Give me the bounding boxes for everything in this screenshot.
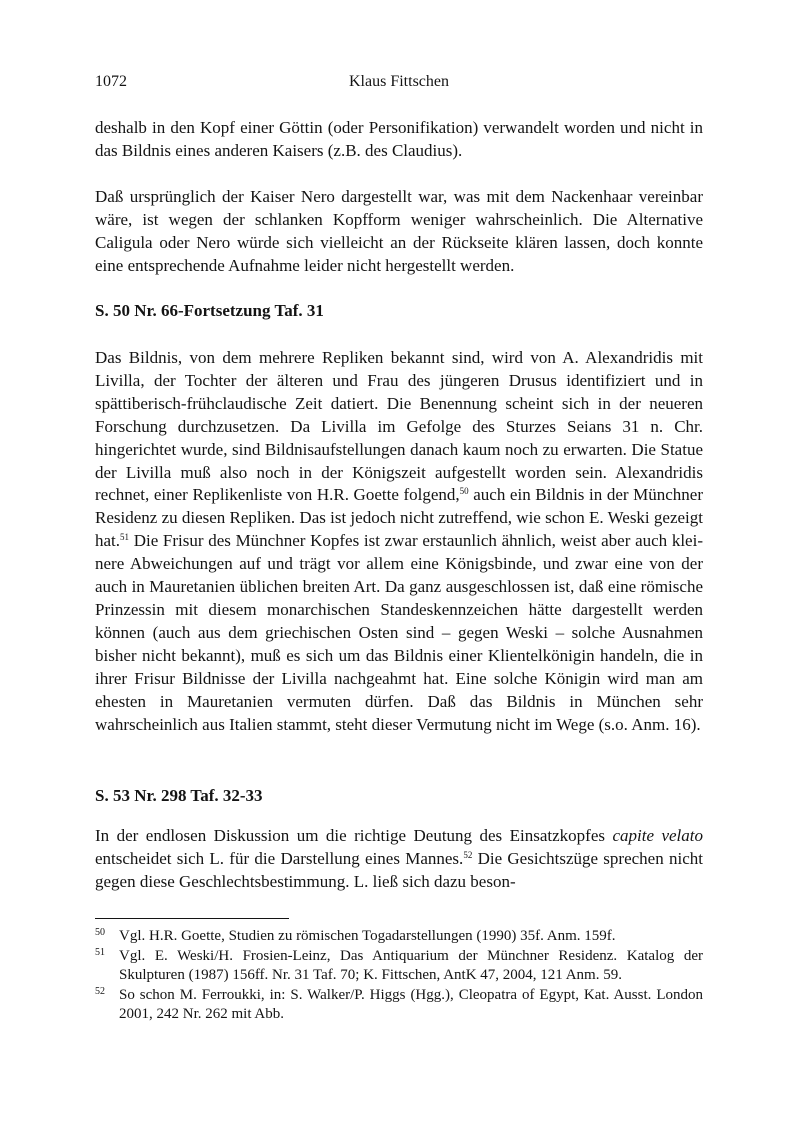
- footnote-text: Vgl. E. Weski/H. Frosien-Leinz, Das Antiquarium der Münchner Residenz. Katalog der Skulpturen (1987) 156ff. Nr. 31 Taf. 70; K. Fittschen, AntK 47, 2004, 121 Anm. 59.: [119, 947, 703, 983]
- footnote-52: [95, 986, 703, 1025]
- footnotes: [95, 927, 703, 1025]
- text-segment: entscheidet sich L. für die Darstellung eines Mannes.: [95, 848, 464, 868]
- footnote-number: 52: [95, 985, 105, 997]
- footnote-51: [95, 947, 703, 986]
- running-title: Klaus Fittschen: [349, 73, 449, 90]
- footnote-50: [95, 927, 703, 947]
- footnote-text: So schon M. Ferroukki, in: S. Walker/P. Higgs (Hgg.), Cleopatra of Egypt, Kat. Ausst. London 2001, 242 Nr. 262 mit Abb.: [119, 986, 703, 1022]
- paragraph-2: Daß ursprünglich der Kaiser Nero dargestellt war, was mit dem Nackenhaar vereinbar wäre, ist wegen der schlanken Kopfform weniger wahrscheinlich. Die Alternative Caligula oder Nero würde sich vielleicht an der Rückseite klären lassen, doch konnte eine entsprechende Aufnahme leider nicht hergestellt werden.: [95, 187, 703, 275]
- page-header: [95, 71, 703, 93]
- footnote-ref-51[interactable]: 51: [120, 532, 130, 543]
- paragraph-1: deshalb in den Kopf einer Göttin (oder Personifikation) verwandelt worden und nicht in das Bildnis eines anderen Kaisers (z.B. des Claudius).: [95, 118, 703, 160]
- footnote-ref-52[interactable]: 52: [463, 849, 473, 860]
- text-segment: auch ein Bildnis in der Münchner Residenz zu diesen Repliken. Das ist jedoch nicht zutreffend, wie schon E. Weski gezeigt hat.: [95, 485, 703, 551]
- text-segment: Das Bildnis, von dem mehrere Repliken bekannt sind, wird von A. Alexandridis mit Livilla, der Tochter der älteren und Frau des jüngeren Drusus identifiziert und in spättiberisch-frühclaudische Zeit datiert. Die Benennung scheint sich in der neueren Forschung durchzusetzen. Da Livilla im Gefolge des Sturzes Seians 31 n. Chr. hingerichtet wurde, sind Bildnisaufstellungen danach kaum noch zu erwarten. Die Statue der Livilla muß also noch in der Königszeit aufgestellt worden sein. Alexandridis rechnet, einer Replikenliste von H.R. Goette folgend,: [95, 348, 703, 505]
- italic-term: capite velato: [612, 826, 703, 845]
- paragraph-section-nr-298: [95, 825, 703, 894]
- page-number: 1072: [95, 73, 127, 90]
- footnote-ref-50[interactable]: 50: [459, 486, 469, 497]
- footnote-number: 50: [95, 927, 105, 938]
- paragraph-section-nr-66: [95, 347, 703, 736]
- text-segment: Die Frisur des Münchner Kopfes ist zwar erstaunlich ähnlich, weist aber auch kleinere Abweichungen auf und trägt vor allem eine Königsbinde, und zwar eine von der auch in Mauretanien üblichen breiten Art. Da ganz ausgeschlossen ist, daß eine römische Prinzessin mit diesem monarchischen Standeskennzeichen hätte dargestellt werden können (auch aus dem griechischen Osten sind – gegen Weski – solche Ausnahmen bisher nicht bekannt), muß es sich um das Bildnis einer Klientelkönigin handeln, die in ihrer Frisur Bildnisse der Livilla nachgeahmt hat. Eine solche Königin wird man am ehesten in Mauretanien vermuten dürfen. Daß das Bildnis in München sehr wahrscheinlich aus Italien stammt, steht dieser Vermutung nicht im Wege (s.o. Anm. 16).: [95, 531, 703, 734]
- footnote-number: 51: [95, 946, 105, 958]
- footnote-text: Vgl. H.R. Goette, Studien zu römischen Togadarstellungen (1990) 35f. Anm. 159f.: [119, 928, 616, 944]
- section-heading-nr-298: S. 53 Nr. 298 Taf. 32-33: [95, 786, 263, 805]
- footnote-divider: [95, 918, 289, 919]
- text-segment: In der endlosen Diskussion um die richtige Deutung des Einsatzkopfes: [95, 826, 613, 845]
- text-segment: Die Gesichtszüge sprechen nicht gegen diese Geschlechtsbestimmung. L. ließ sich dazu beson-: [95, 848, 703, 891]
- section-heading-nr-66: S. 50 Nr. 66-Fortsetzung Taf. 31: [95, 301, 324, 320]
